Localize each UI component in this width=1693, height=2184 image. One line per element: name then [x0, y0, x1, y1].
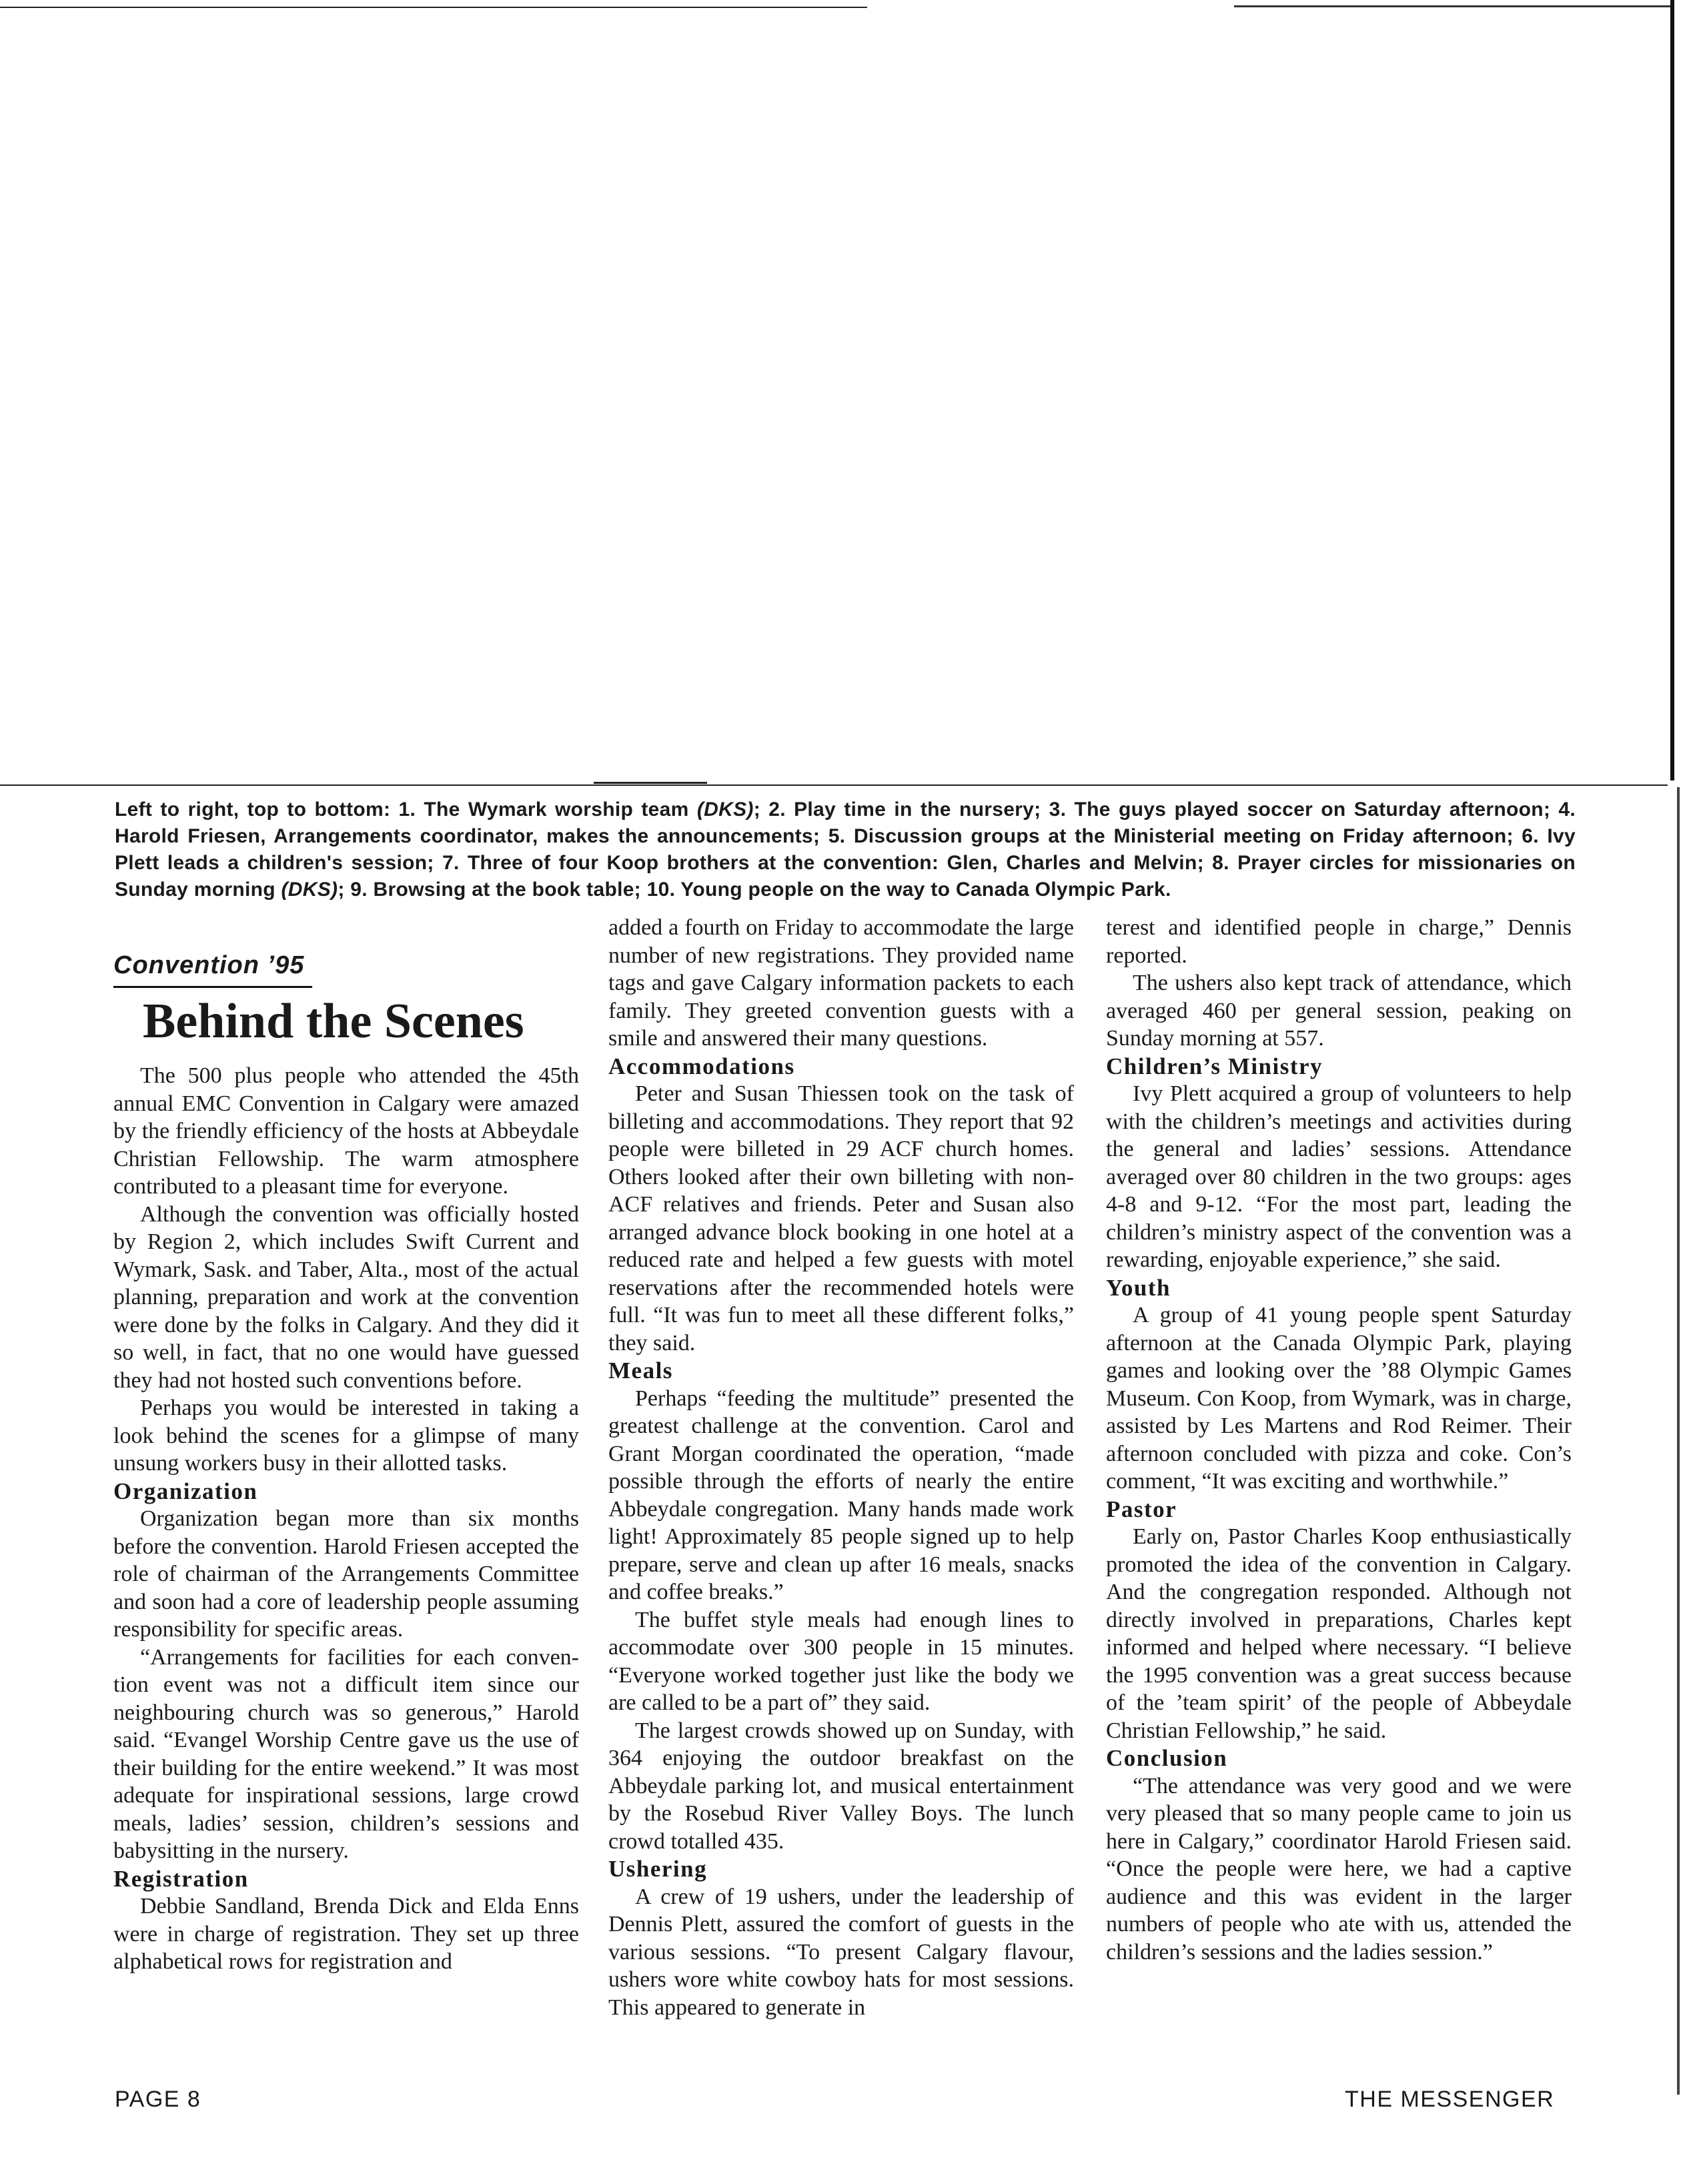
article-paragraph: “Arrangements for facilities for each convention event was not a difficult item since our neighbouring church was so generous,” Harold said. “Evangel Worship Centre gave us the use of their building for the entire weekend.” It was most adequate for inspirational sessions, large crowd meals, ladies’ session, children’s sessions and babysitting in the nursery. [113, 1644, 579, 1863]
caption-segment: (DKS) [696, 798, 754, 821]
caption-segment: ; 9. Browsing at the book table; 10. Young people on the way to Canada Olympic Park. [338, 879, 1171, 901]
article-paragraph: “The attendance was very good and we were very pleased that so many people came to join us here in Calgary,” coordinator Harold Friesen said. “Once the people were here, we had a captive audience and this was evident in the larger numbers of people who ate with us, attended the children’s sessions and the ladies session.” [1106, 1773, 1572, 1965]
photo-caption [115, 796, 1576, 903]
section-heading: Registration [113, 1865, 249, 1892]
article-paragraph: The buffet style meals had enough lines to accommodate over 300 people in 15 minutes. “Everyone worked together just like the body we are called to be a part of” they said. [608, 1607, 1074, 1715]
caption-segment: ; 2. Play time in the nursery; 3. The guys played soccer on Saturday afternoon; 4. Harold Friesen, Arrangements coordinator, makes the announcements; 5. Discussion groups at the Ministerial meeting on Friday afternoon; 6. Ivy Plett leads a children's session; 7. Three of four Koop brothers at the convention: Glen, Charles and Melvin; 8. Prayer circles for missionaries on Sunday morning [115, 798, 1576, 901]
article-paragraph: added a fourth on Friday to accommodate the large number of new registrations. They provided name tags and gave Calgary information packets to each family. They greeted convention guests with a smile and answered their many questions. [608, 915, 1074, 1051]
article-paragraph: The largest crowds showed up on Sunday, with 364 enjoying the outdoor breakfast on the Abbeydale parking lot, and musical entertainment by the Rosebud River Valley Boys. The lunch crowd totalled 435. [608, 1718, 1074, 1854]
photo-collage-area [0, 13, 1668, 780]
article-paragraph: Debbie Sandland, Brenda Dick and Elda Enns were in charge of registration. They set up three alphabetical rows for registration and [113, 1894, 579, 1974]
article-paragraph: terest and identified people in charge,” Dennis reported. [1106, 915, 1572, 968]
article-paragraph: A crew of 19 ushers, under the leadership of Dennis Plett, assured the comfort of guests in the various sessions. “To present Calgary flavour, ushers wore white cowboy hats for most sessions. This appeared to generate in [608, 1884, 1074, 2020]
section-heading: Organization [113, 1478, 258, 1504]
caption-segment: Left to right, top to bottom: 1. The Wymark worship team [115, 798, 697, 821]
section-heading: Conclusion [1106, 1745, 1228, 1771]
top-rule [0, 7, 867, 8]
top-rule-right [1234, 5, 1674, 7]
article-paragraph: Perhaps you would be interested in taking a look behind the scenes for a glimpse of many unsung workers busy in their allotted tasks. [113, 1396, 579, 1476]
article-kicker: Convention ’95 [113, 951, 305, 979]
article-paragraph: The ushers also kept track of attendance, which averaged 460 per general session, peaking on Sunday morning at 557. [1106, 971, 1572, 1051]
article-column-3 [1106, 914, 1572, 1966]
section-heading: Ushering [608, 1856, 708, 1882]
article-paragraph: Perhaps “feeding the multitude” presented the greatest challenge at the convention. Carol and Grant Morgan coordinated the operation, “made possible through the efforts of nearly the entire Abbeydale congregation. Many hands made work light! Approximately 85 people signed up to help prepare, serve and clean up after 16 meals, snacks and coffee breaks.” [608, 1386, 1074, 1604]
photo-rule [0, 784, 1668, 786]
section-heading: Children’s Ministry [1106, 1053, 1323, 1079]
publication-name: THE MESSENGER [1345, 2087, 1555, 2112]
article-paragraph: Although the convention was officially hosted by Region 2, which includes Swift Current and Wymark, Sask. and Taber, Alta., most of the actual planning, preparation and work at the convention were done by the folks in Calgary. And they did it so well, in fact, that no one would have guessed they had not hosted such conventions before. [113, 1201, 579, 1393]
kicker-underline [113, 986, 312, 988]
article-paragraph: The 500 plus people who attended the 45th annual EMC Convention in Calgary were amazed by the friendly efficiency of the hosts at Abbeydale Christian Fellowship. The warm atmosphere contributed to a pleasant time for everyone. [113, 1063, 579, 1199]
section-heading: Accommodations [608, 1053, 795, 1079]
section-heading: Pastor [1106, 1496, 1177, 1522]
article-paragraph: Ivy Plett acquired a group of volunteers to help with the children’s meetings and activities during the general and ladies’ sessions. Attendance averaged over 80 children in the two groups: ages 4-8 and 9-12. “For the most part, leading the children’s ministry aspect of the convention was a rewarding, enjoyable experience,” she said. [1106, 1081, 1572, 1272]
article-paragraph: Early on, Pastor Charles Koop enthusiastically promoted the idea of the convention in Calgary. And the congregation responded. Although not directly involved in preparations, Charles kept informed and helped where necessary. “I believe the 1995 convention was a great success because of the ’team spirit’ of the people of Abbeydale Christian Fellowship,” he said. [1106, 1524, 1572, 1743]
section-heading: Youth [1106, 1274, 1171, 1301]
page-edge-mark-lower [1677, 787, 1680, 2095]
article-column-2 [608, 914, 1074, 2021]
article-headline: Behind the Scenes [143, 994, 524, 1049]
article-paragraph: A group of 41 young people spent Saturday afternoon at the Canada Olympic Park, playing games and looking over the ’88 Olympic Games Museum. Con Koop, from Wymark, was in charge, assisted by Les Martens and Rod Reimer. Their afternoon concluded with pizza and coke. Con’s comment, “It was exciting and worthwhile.” [1106, 1303, 1572, 1494]
article-paragraph: Peter and Susan Thiessen took on the task of billeting and accommodations. They report that 92 people were billeted in 29 ACF church homes. Others looked after their own billeting with non-ACF relatives and friends. Peter and Susan also arranged advance block booking in one hotel at a reduced rate and helped a few guests with motel reservations after the recommended hotels were full. “It was fun to meet all these different folks,” they said. [608, 1081, 1074, 1355]
section-heading: Meals [608, 1357, 673, 1384]
photo-rule-accent [594, 782, 707, 784]
article-column-1 [113, 1062, 579, 1976]
page-number: PAGE 8 [115, 2087, 201, 2112]
caption-segment: (DKS) [281, 879, 338, 901]
article-paragraph: Organization began more than six months before the convention. Harold Friesen accepted the role of chairman of the Arrangements Committee and soon had a core of leadership people assuming responsibility for specific areas. [113, 1506, 579, 1642]
page-edge-mark [1670, 0, 1674, 780]
